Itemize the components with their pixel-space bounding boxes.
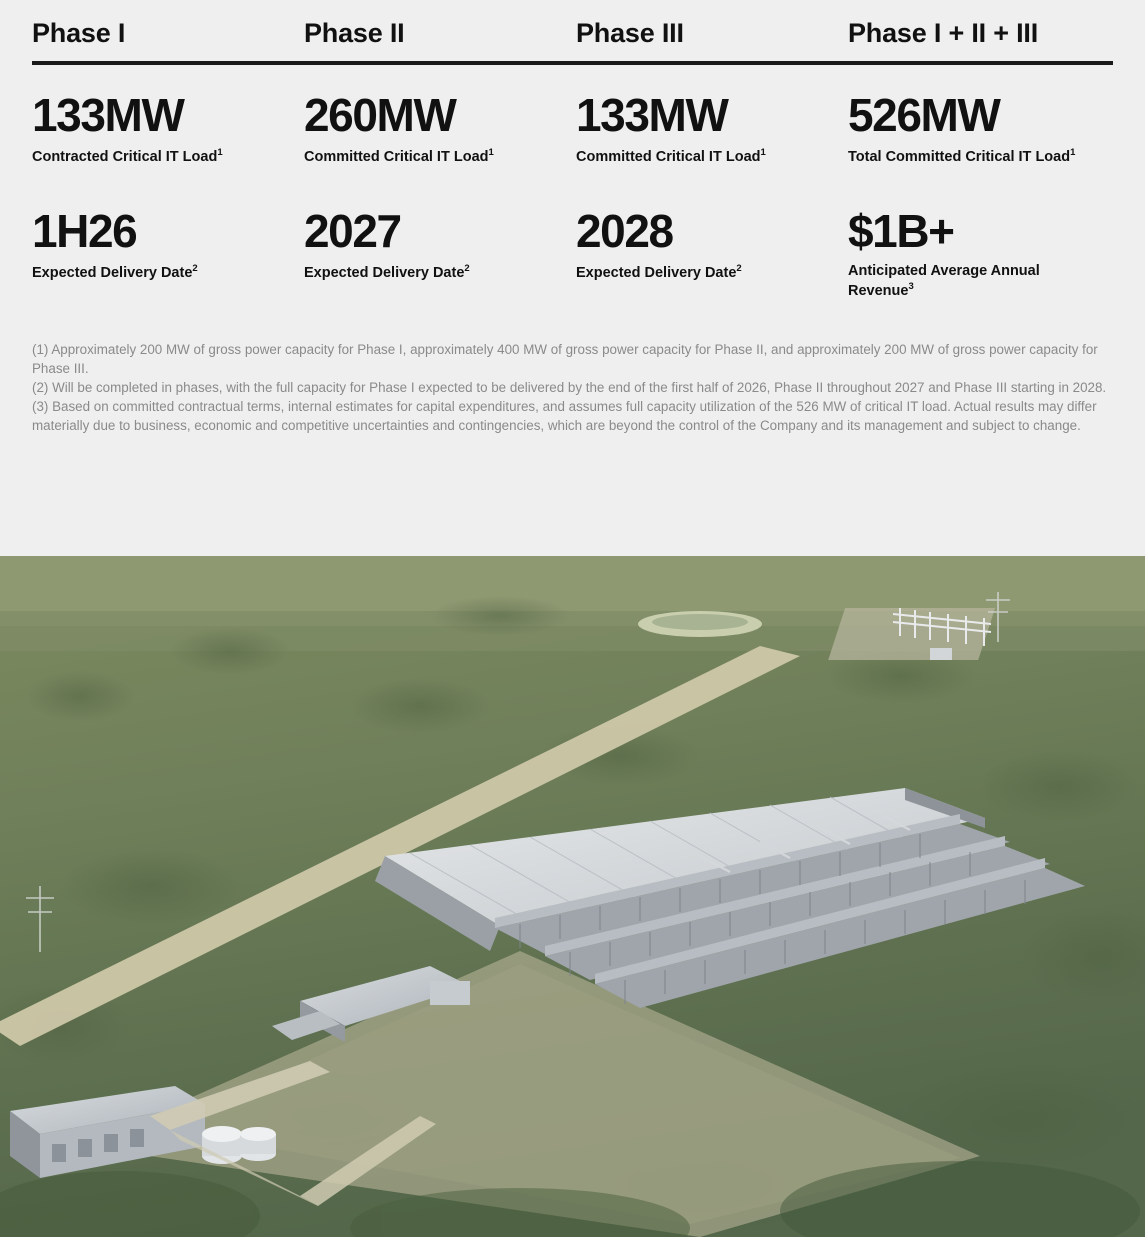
stat-label-text: Anticipated Average Annual Revenue <box>848 263 1040 299</box>
stat-label-text: Total Committed Critical IT Load <box>848 149 1071 166</box>
stat-value: 2027 <box>304 204 401 257</box>
stat-label-footnote-ref: 3 <box>908 280 914 292</box>
phase-header-4: Phase I + II + III <box>848 18 1039 48</box>
stat-capacity-phase-2 <box>304 91 576 167</box>
stat-label-footnote-ref: 1 <box>488 147 494 159</box>
footnote-1: (1) Approximately 200 MW of gross power capacity for Phase I, approximately 400 MW of gross power capacity for Phase II, and approximately 200 MW of gross power capacity for Phase III. <box>32 342 1098 377</box>
stat-value: 133MW <box>576 89 728 141</box>
stat-delivery-phase-1 <box>32 204 304 283</box>
footnotes <box>32 340 1113 435</box>
stat-capacity-phase-1 <box>32 91 304 167</box>
phase-header-2: Phase II <box>304 18 405 48</box>
capacity-stats-row <box>28 65 1117 167</box>
footnote-2: (2) Will be completed in phases, with the full capacity for Phase I expected to be delivered by the end of the first half of 2026, Phase II throughout 2027 and Phase III starting in 2028. <box>32 380 1107 396</box>
stat-delivery-phase-3 <box>576 204 848 283</box>
stat-label <box>848 147 1116 167</box>
stat-label-footnote-ref: 2 <box>192 263 198 275</box>
stat-label <box>304 147 576 167</box>
stat-label-footnote-ref: 1 <box>760 147 766 159</box>
stat-value: 2028 <box>576 204 673 257</box>
stat-label <box>576 263 848 283</box>
delivery-stats-row <box>28 167 1117 301</box>
stat-label-text: Expected Delivery Date <box>32 264 193 281</box>
phase-header-row <box>28 18 1117 49</box>
stat-label-text: Committed Critical IT Load <box>576 149 761 166</box>
stat-label <box>32 263 304 283</box>
stat-label-text: Committed Critical IT Load <box>304 149 489 166</box>
aerial-rendering-illustration <box>0 556 1145 1237</box>
stat-value: 526MW <box>848 89 1000 141</box>
stat-label <box>304 263 576 283</box>
metrics-panel <box>0 0 1145 556</box>
phase-header-3: Phase III <box>576 18 684 48</box>
footnote-3: (3) Based on committed contractual terms, internal estimates for capital expenditures, and assumes full capacity utilization of the 526 MW of critical IT load. Actual results may differ materially due to business, economic and competitive uncertainties and contingencies, which are beyond the control of the Company and its management and subject to change. <box>32 399 1097 434</box>
stat-capacity-total <box>848 91 1116 167</box>
stat-label <box>848 263 1116 300</box>
stat-label-footnote-ref: 1 <box>217 147 223 159</box>
stat-label-text: Expected Delivery Date <box>576 264 737 281</box>
stat-value: 260MW <box>304 89 456 141</box>
stat-revenue-total <box>848 204 1116 301</box>
stat-label-footnote-ref: 1 <box>1070 147 1076 159</box>
pond-inner <box>652 614 748 630</box>
stat-label <box>32 147 304 167</box>
stat-value: $1B+ <box>848 204 954 257</box>
substation <box>828 608 995 660</box>
stat-label-text: Expected Delivery Date <box>304 264 465 281</box>
stat-value: 133MW <box>32 89 184 141</box>
stat-delivery-phase-2 <box>304 204 576 283</box>
facility-rendering <box>0 556 1145 1237</box>
stat-label-footnote-ref: 2 <box>736 263 742 275</box>
stat-label-text: Contracted Critical IT Load <box>32 149 218 166</box>
phase-header-1: Phase I <box>32 18 126 48</box>
storage-tanks <box>202 1126 276 1164</box>
stat-label-footnote-ref: 2 <box>464 263 470 275</box>
stat-capacity-phase-3 <box>576 91 848 167</box>
stat-label <box>576 147 848 167</box>
stat-value: 1H26 <box>32 204 137 257</box>
